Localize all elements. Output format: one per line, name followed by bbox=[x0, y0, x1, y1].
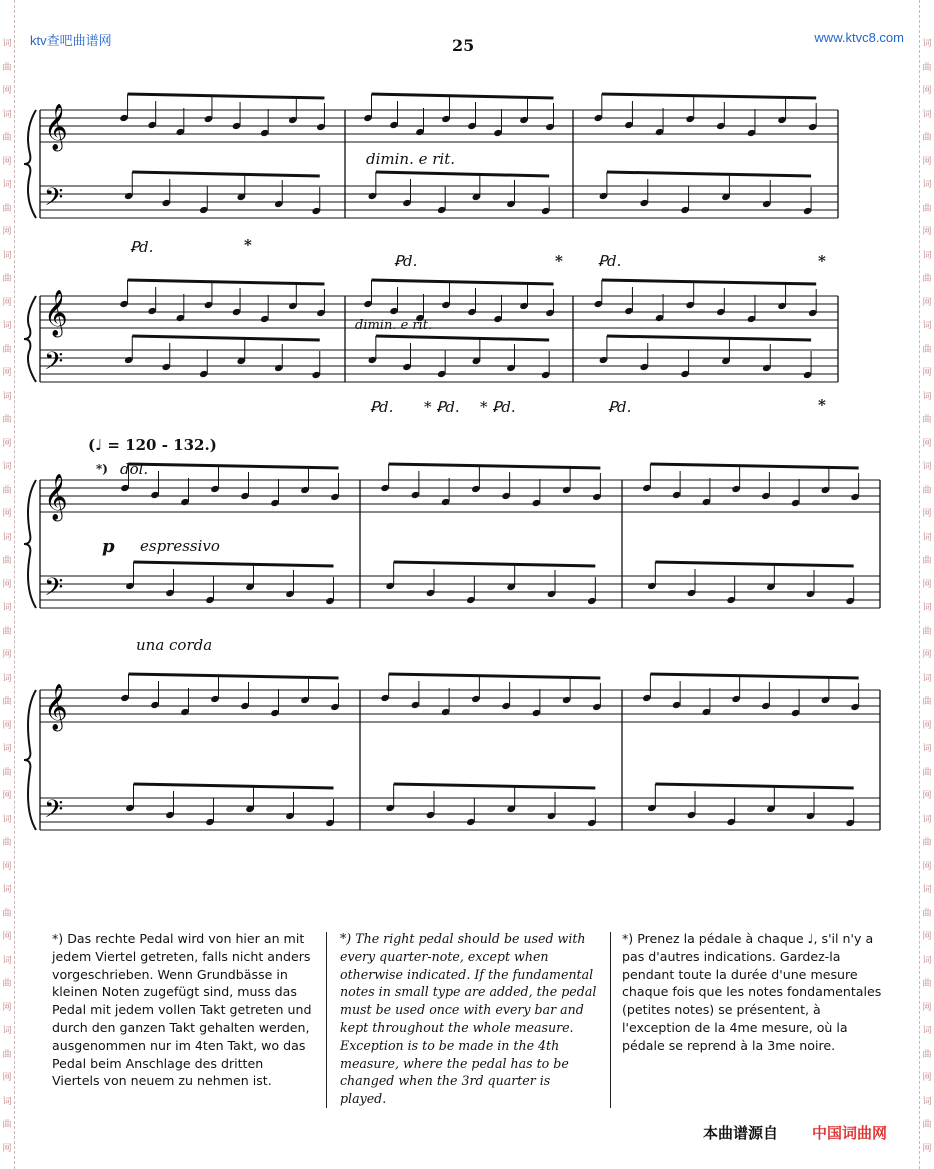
una-corda-marking: una corda bbox=[136, 636, 213, 654]
side-strip-char: 曲 bbox=[2, 1120, 12, 1130]
system-brace bbox=[24, 296, 36, 382]
system1-bass-beam bbox=[132, 172, 320, 176]
bass-clef-icon: 𝄢 bbox=[44, 183, 64, 218]
side-strip-char: 词 bbox=[922, 250, 932, 261]
side-strip-char: 词 bbox=[2, 673, 12, 684]
system2-pedal-4: Ꝑd. bbox=[608, 398, 632, 416]
side-strip-char: 网 bbox=[2, 579, 12, 590]
footnote-french: *) Prenez la pédale à chaque ♩, s'il n'y a pas d'autres indications. Gardez-la pendant toute la durée d'une mesure chaque fois que les notes fondamentales (petites notes) se présentent, à l'exception de la 4me mesure, où la pédale se reprend à la 3me noire. bbox=[622, 931, 882, 1053]
side-strip-char: 词 bbox=[2, 603, 12, 613]
side-strip-char: 网 bbox=[922, 156, 932, 167]
system1-treble-beam bbox=[372, 94, 554, 98]
system2-dynamics: dimin. e rit. bbox=[355, 318, 433, 333]
side-strip-char: 词 bbox=[922, 1026, 932, 1036]
side-strip-char: 词 bbox=[922, 814, 932, 825]
side-strip-char: 词 bbox=[2, 250, 12, 261]
side-strip-char: 网 bbox=[922, 1002, 932, 1013]
side-strip-char: 网 bbox=[2, 1143, 12, 1154]
side-strip-char: 网 bbox=[922, 861, 932, 872]
side-strip-char: 网 bbox=[922, 650, 932, 660]
side-strip-char: 网 bbox=[922, 1073, 932, 1083]
side-strip-char: 网 bbox=[2, 932, 12, 942]
system2-pedal-2: * Ꝑd. bbox=[424, 398, 460, 416]
side-strip-char: 词 bbox=[2, 109, 12, 120]
side-strip-char: 词 bbox=[2, 1096, 12, 1107]
side-strip-char: 曲 bbox=[2, 133, 12, 143]
side-strip-char: 曲 bbox=[2, 274, 12, 284]
system1-pedal-release-1: * bbox=[244, 236, 252, 254]
side-strip-char: 词 bbox=[2, 1026, 12, 1036]
side-strip-char: 曲 bbox=[2, 203, 12, 214]
side-strip-char: 曲 bbox=[2, 979, 12, 989]
system4-bass-beam bbox=[394, 784, 596, 788]
system1-pedal-release-3: * bbox=[818, 252, 826, 270]
footnote-divider-2 bbox=[610, 932, 611, 1108]
system2-bass-beam bbox=[132, 336, 320, 340]
footnote-marker: *) bbox=[96, 462, 108, 476]
system2-bass-beam bbox=[607, 336, 811, 340]
side-strip-char: 网 bbox=[2, 438, 12, 449]
side-strip-char: 网 bbox=[922, 932, 932, 942]
side-strip-char: 词 bbox=[922, 462, 932, 472]
side-strip-char: 曲 bbox=[2, 1049, 12, 1060]
system-brace bbox=[24, 690, 36, 830]
side-strip-char: 曲 bbox=[922, 979, 932, 989]
system3-bass-beam bbox=[394, 562, 596, 566]
side-strip-char: 词 bbox=[922, 39, 932, 49]
side-strip-char: 词 bbox=[2, 814, 12, 825]
side-strip-char: 曲 bbox=[922, 697, 932, 707]
side-strip-char: 网 bbox=[922, 297, 932, 308]
watermark-right[interactable]: www.ktvc8.com bbox=[814, 30, 904, 45]
side-strip-char: 词 bbox=[2, 532, 12, 543]
system-brace bbox=[24, 110, 36, 218]
side-strip-char: 词 bbox=[922, 603, 932, 613]
system1-dynamics: dimin. e rit. bbox=[366, 150, 456, 168]
system1-bass-beam bbox=[607, 172, 811, 176]
side-strip-char: 词 bbox=[922, 109, 932, 120]
system3-treble-beam bbox=[389, 464, 601, 468]
side-strip-char: 词 bbox=[922, 391, 932, 402]
side-strip-char: 词 bbox=[2, 39, 12, 49]
system2-treble-beam bbox=[372, 280, 554, 284]
system1-treble-beam bbox=[602, 94, 816, 98]
side-strip-char: 网 bbox=[922, 368, 932, 378]
side-strip-char: 曲 bbox=[922, 274, 932, 284]
treble-clef-icon: 𝄞 bbox=[44, 684, 68, 730]
side-strip-char: 曲 bbox=[2, 485, 12, 496]
side-strip-char: 词 bbox=[922, 744, 932, 754]
side-strip-char: 曲 bbox=[922, 133, 932, 143]
system3-bass-beam bbox=[134, 562, 334, 566]
system4-bass-beam bbox=[655, 784, 853, 788]
side-strip-char: 词 bbox=[2, 391, 12, 402]
side-strip-char: 曲 bbox=[922, 838, 932, 848]
system1-pedal-release-2: * bbox=[555, 252, 563, 270]
system-brace bbox=[24, 480, 36, 608]
side-strip-char: 曲 bbox=[2, 344, 12, 355]
system1-pedal-2: Ꝑd. bbox=[394, 252, 418, 270]
side-strip-char: 网 bbox=[2, 86, 12, 96]
system2-pedal-3: * Ꝑd. bbox=[480, 398, 516, 416]
side-strip-char: 网 bbox=[2, 720, 12, 731]
side-strip-char: 词 bbox=[922, 1096, 932, 1107]
side-strip-char: 曲 bbox=[922, 908, 932, 919]
system3-treble-beam bbox=[650, 464, 858, 468]
side-strip-char: 网 bbox=[2, 861, 12, 872]
side-strip-char: 曲 bbox=[922, 1120, 932, 1130]
treble-clef-icon: 𝄞 bbox=[44, 290, 68, 336]
side-strip-char: 网 bbox=[922, 579, 932, 590]
side-strip-char: 曲 bbox=[922, 415, 932, 425]
side-strip-char: 词 bbox=[922, 321, 932, 331]
side-strip-char: 曲 bbox=[922, 626, 932, 637]
treble-clef-icon: 𝄞 bbox=[44, 474, 68, 520]
piano-dynamic: p bbox=[102, 536, 115, 557]
side-strip-char: 词 bbox=[922, 180, 932, 190]
side-strip-char: 曲 bbox=[2, 908, 12, 919]
system4-bass-beam bbox=[134, 784, 334, 788]
system2-treble-beam bbox=[602, 280, 816, 284]
treble-clef-icon: 𝄞 bbox=[44, 104, 68, 150]
side-strip-char: 网 bbox=[2, 297, 12, 308]
side-strip-char: 网 bbox=[2, 650, 12, 660]
system4-treble-beam bbox=[129, 674, 339, 678]
footnote-divider-1 bbox=[326, 932, 327, 1108]
side-strip-char: 词 bbox=[2, 321, 12, 331]
side-strip-char: 网 bbox=[922, 509, 932, 519]
side-strip-char: 词 bbox=[922, 885, 932, 895]
side-strip-char: 网 bbox=[922, 1143, 932, 1154]
system1-pedal-1: Ꝑd. bbox=[130, 238, 154, 256]
side-strip-char: 曲 bbox=[2, 767, 12, 778]
side-strip-char: 词 bbox=[922, 955, 932, 966]
side-strip-char: 网 bbox=[922, 791, 932, 801]
side-strip-char: 词 bbox=[2, 955, 12, 966]
page-number: 25 bbox=[452, 36, 475, 55]
system4-treble-beam bbox=[389, 674, 601, 678]
side-strip-char: 曲 bbox=[922, 1049, 932, 1060]
side-strip-char: 网 bbox=[2, 368, 12, 378]
system2-pedal-1: Ꝑd. bbox=[370, 398, 394, 416]
side-strip-char: 词 bbox=[2, 885, 12, 895]
footnote-german: *) Das rechte Pedal wird von hier an mit jedem Viertel getreten, falls nicht anders vorgeschrieben. Wenn Grundbässe in kleinen Noten zugefügt sind, muss das Pedal mit jedem vollen Takt getreten und durch den ganzen Takt gehalten werden, ausgenommen nur im 4ten Takt, wo das Pedal beim Anschlage des dritten Viertels von neuem zu nehmen ist. bbox=[52, 931, 312, 1089]
system2-treble-beam bbox=[128, 280, 325, 284]
side-strip-char: 网 bbox=[2, 1073, 12, 1083]
side-strip-char: 曲 bbox=[922, 203, 932, 214]
side-strip-char: 曲 bbox=[2, 62, 12, 73]
system3-treble-beam bbox=[129, 464, 339, 468]
watermark-left[interactable]: ktv查吧曲谱网 bbox=[30, 33, 112, 48]
side-strip-char: 曲 bbox=[2, 697, 12, 707]
bass-clef-icon: 𝄢 bbox=[44, 347, 64, 382]
side-strip-char: 曲 bbox=[922, 62, 932, 73]
side-strip-char: 曲 bbox=[2, 626, 12, 637]
bass-clef-icon: 𝄢 bbox=[44, 573, 64, 608]
side-strip-char: 曲 bbox=[922, 485, 932, 496]
side-strip-char: 网 bbox=[922, 720, 932, 731]
source-site-link[interactable]: 中国词曲网 bbox=[812, 1124, 888, 1142]
side-strip-char: 词 bbox=[2, 462, 12, 472]
system4-treble-beam bbox=[650, 674, 858, 678]
side-strip-char: 网 bbox=[2, 1002, 12, 1013]
side-strip-char: 网 bbox=[2, 156, 12, 167]
tempo-marking: (♩ = 120 - 132.) bbox=[88, 436, 217, 454]
side-strip-char: 词 bbox=[922, 673, 932, 684]
side-strip-char: 网 bbox=[2, 791, 12, 801]
side-strip-char: 曲 bbox=[922, 344, 932, 355]
side-strip-char: 曲 bbox=[922, 767, 932, 778]
side-strip-char: 词 bbox=[2, 744, 12, 754]
side-strip-char: 网 bbox=[922, 438, 932, 449]
system3-bass-beam bbox=[655, 562, 853, 566]
side-strip-char: 网 bbox=[922, 227, 932, 237]
footnote-english: *) The right pedal should be used with every quarter-note, except when otherwise indicated. If the fundamental notes in small type are added, the pedal must be used once with every bar and kept throughout the whole measure. Exception is to be made in the 4th measure, where the pedal has to be changed when the 3rd quarter is played. bbox=[340, 931, 597, 1107]
system2-bass-beam bbox=[376, 336, 549, 340]
system2-pedal-release: * bbox=[818, 396, 826, 414]
side-strip-char: 曲 bbox=[2, 838, 12, 848]
bass-clef-icon: 𝄢 bbox=[44, 795, 64, 830]
side-strip-char: 词 bbox=[922, 532, 932, 543]
side-strip-char: 网 bbox=[2, 509, 12, 519]
system1-treble-beam bbox=[128, 94, 325, 98]
side-strip-char: 曲 bbox=[2, 415, 12, 425]
dolce-marking: dol. bbox=[120, 460, 149, 478]
system1-pedal-3: Ꝑd. bbox=[598, 252, 622, 270]
side-strip-char: 网 bbox=[2, 227, 12, 237]
side-strip-char: 网 bbox=[922, 86, 932, 96]
source-label: 本曲谱源自 bbox=[703, 1124, 779, 1142]
side-strip-char: 曲 bbox=[2, 556, 12, 566]
side-strip-char: 词 bbox=[2, 180, 12, 190]
espressivo-marking: espressivo bbox=[140, 537, 220, 555]
system1-bass-beam bbox=[376, 172, 549, 176]
side-strip-char: 曲 bbox=[922, 556, 932, 566]
